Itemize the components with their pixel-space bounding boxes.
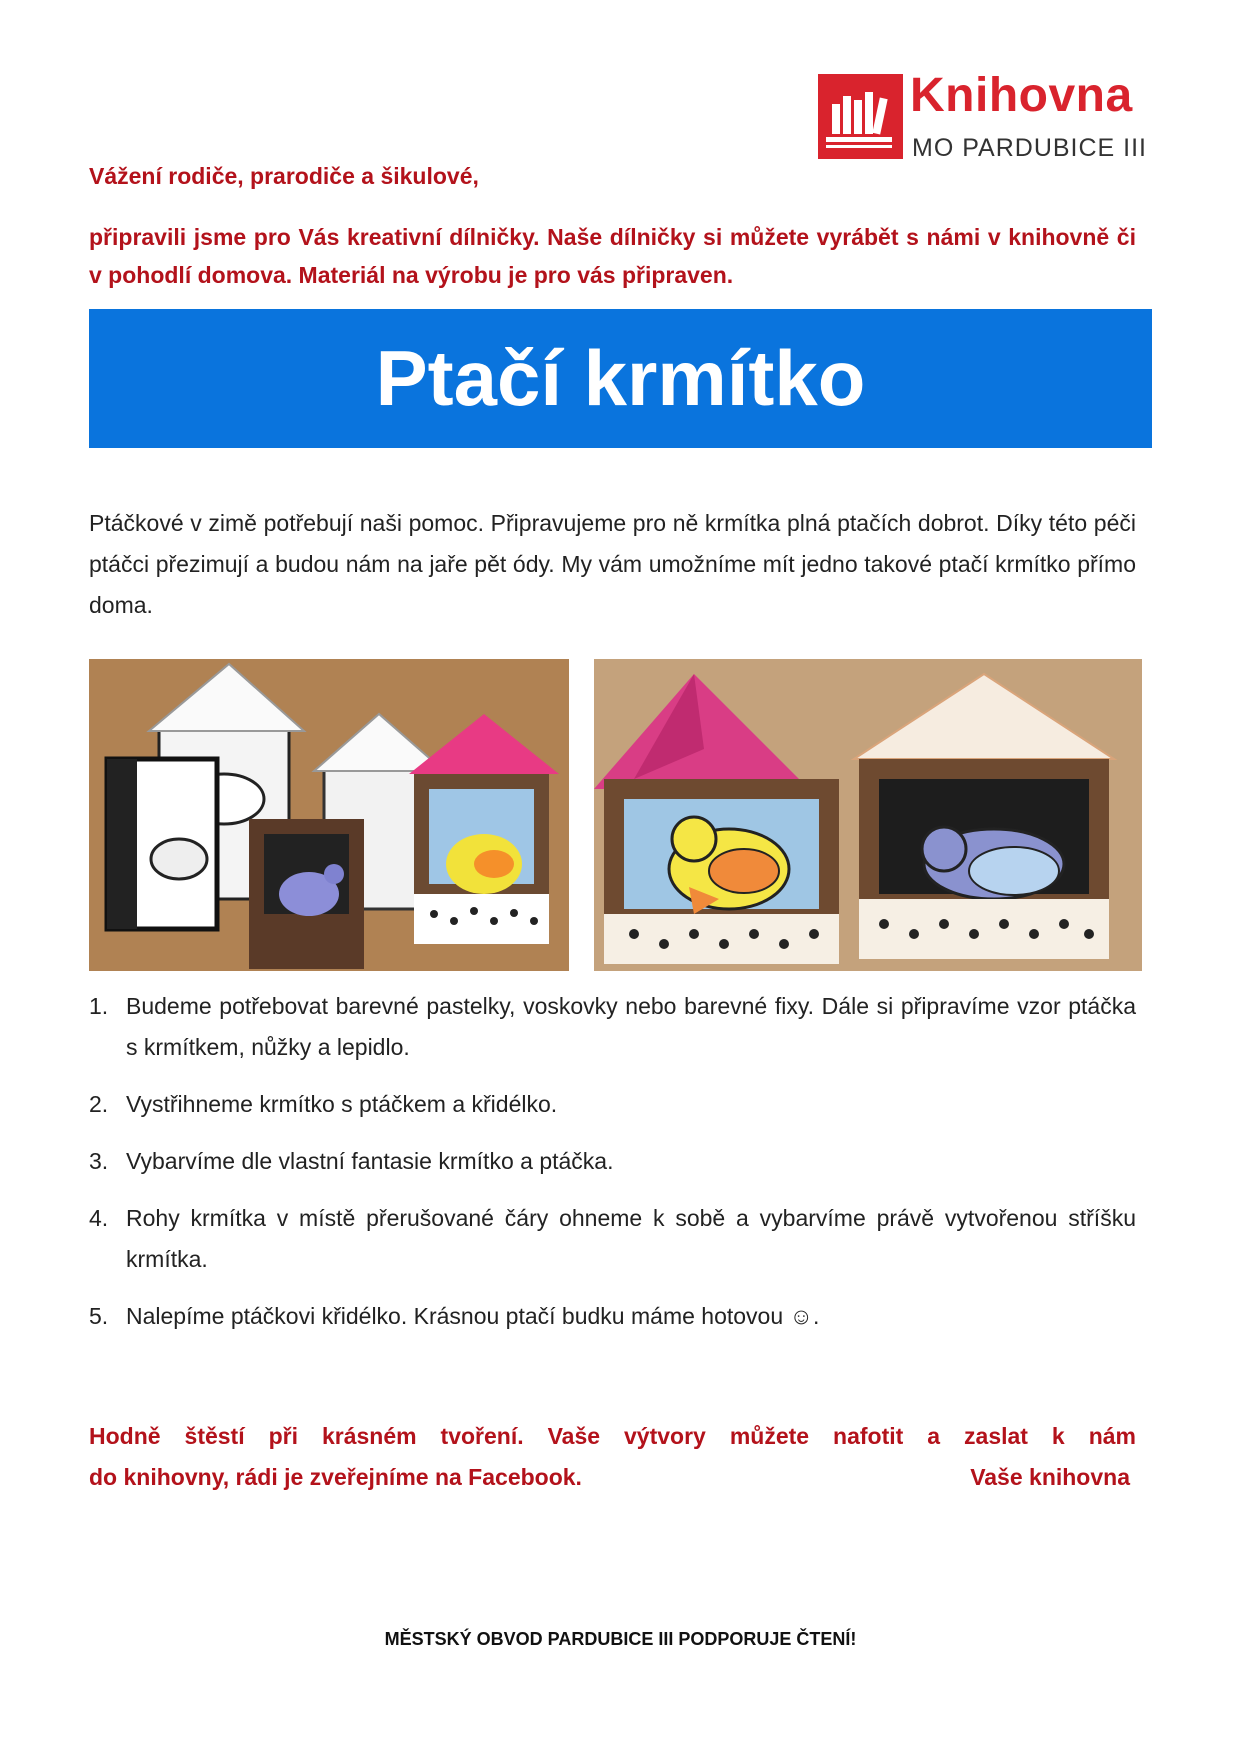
- intro-text: připravili jsme pro Vás kreativní dílničky. Naše dílničky si můžete vyrábět s námi v knihovně či v pohodlí domova. Materiál na výrobu je pro vás připraven.: [89, 224, 1136, 288]
- logo-subtitle: MO PARDUBICE III: [912, 134, 1148, 162]
- photo-bird-feeders-closeup: [594, 659, 1142, 971]
- list-item: [89, 1296, 1136, 1337]
- list-item: [89, 1198, 1136, 1280]
- list-item: [89, 986, 1136, 1068]
- photo-bird-feeders-group: [89, 659, 569, 971]
- closing-line-1: Hodně štěstí při krásném tvoření. Vaše výtvory můžete nafotit a zaslat k nám: [89, 1423, 1136, 1449]
- step-text: Rohy krmítka v místě přerušované čáry ohneme k sobě a vybarvíme právě vytvořenou stříšku krmítka.: [126, 1205, 1136, 1272]
- closing-message: [89, 1416, 1136, 1498]
- title-banner: [89, 309, 1152, 448]
- step-number: 1.: [89, 993, 109, 1019]
- instructions-list: [89, 986, 1136, 1353]
- list-item: [89, 1141, 1136, 1182]
- step-number: 2.: [89, 1091, 109, 1117]
- step-text: Vystřihneme krmítko s ptáčkem a křidélko.: [126, 1091, 558, 1117]
- closing-line-2: [89, 1457, 1136, 1498]
- step-number: 4.: [89, 1205, 109, 1231]
- page-title: Ptačí krmítko: [375, 334, 866, 422]
- library-logo: [818, 69, 1148, 164]
- step-number: 3.: [89, 1148, 109, 1174]
- step-number: 5.: [89, 1303, 109, 1329]
- footer-slogan: MĚSTSKÝ OBVOD PARDUBICE III PODPORUJE ČTENÍ!: [384, 1629, 857, 1649]
- closing-line-2-text: do knihovny, rádi je zveřejníme na Facebook.: [89, 1464, 582, 1490]
- list-item: [89, 1084, 1136, 1125]
- greeting: Vážení rodiče, prarodiče a šikulové,: [89, 163, 479, 189]
- step-text: Vybarvíme dle vlastní fantasie krmítko a ptáčka.: [126, 1148, 614, 1174]
- step-text: Nalepíme ptáčkovi křidélko. Krásnou ptačí budku máme hotovou ☺.: [126, 1303, 820, 1329]
- description-text: Ptáčkové v zimě potřebují naši pomoc. Připravujeme pro ně krmítka plná ptačích dobrot. Díky této péči ptáčci přezimují a budou nám na jaře pět ódy. My vám umožníme mít jedno takové ptačí krmítko přímo doma.: [89, 510, 1136, 618]
- library-books-icon: [818, 74, 903, 159]
- logo-title: Knihovna: [910, 69, 1133, 122]
- signature: Vaše knihovna: [970, 1464, 1130, 1490]
- step-text: Budeme potřebovat barevné pastelky, voskovky nebo barevné fixy. Dále si připravíme vzor ptáčka s krmítkem, nůžky a lepidlo.: [126, 993, 1136, 1060]
